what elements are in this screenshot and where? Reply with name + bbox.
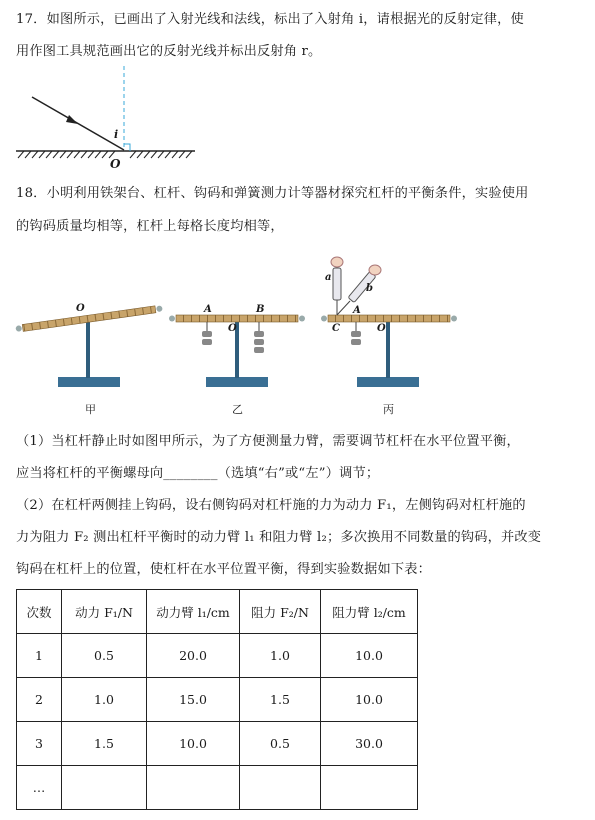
cell: … [17,766,62,810]
table-header-row [17,590,418,634]
spring-scale-a [333,268,341,300]
jia-label-o: O [76,303,85,314]
yi-label-b: B [256,304,265,315]
cell: 0.5 [240,722,321,766]
figure-yi [169,315,305,387]
point-o-label: O [110,157,121,171]
bing-label-a: a [325,272,332,283]
bing-lever [328,315,450,322]
cell: 2 [17,678,62,722]
bing-label-c: C [332,323,340,334]
table-row [17,766,418,810]
cell: 10.0 [321,634,418,678]
cell: 1.5 [240,678,321,722]
p1-line-1: （1）当杠杆静止时如图甲所示，为了方便测量力臂，需要调节杠杆在水平位置平衡， [16,434,520,449]
header-load-force: 阻力 F₂/N [240,590,321,634]
q18-line-2: 的钩码质量均相等，杠杆上每格长度均相等， [16,219,284,234]
bing-label-b: b [366,283,373,294]
yi-base [206,377,268,387]
p2-line-2: 力为阻力 F₂ 测出杠杆平衡时的动力臂 l₁ 和阻力臂 l₂；多次换用不同数量的钩码，并改变 [16,530,542,545]
figure-jia [15,305,163,387]
cell: 1.5 [62,722,147,766]
cell: 3 [17,722,62,766]
q18-line-1: 18．小明利用铁架台、杠杆、钩码和弹簧测力计等器材探究杠杆的平衡条件，实验使用 [16,186,529,201]
caption-yi: 乙 [232,403,243,416]
table-row [17,678,418,722]
caption-bing: 丙 [383,403,394,416]
header-load-arm: 阻力臂 l₂/cm [321,590,418,634]
jia-stand [86,318,90,378]
cell: 0.5 [62,634,147,678]
cell: 10.0 [147,722,240,766]
q17-line-1: 17．如图所示，已画出了入射光线和法线，标出了入射角 i，请根据光的反射定律，使 [16,12,524,27]
bing-label-big-a: A [353,305,361,316]
bing-stand [386,318,390,378]
cell: 30.0 [321,722,418,766]
cell: 1.0 [240,634,321,678]
yi-label-o: O [228,323,237,334]
bing-base [357,377,419,387]
table-row [17,722,418,766]
jia-nut-right [156,305,163,312]
table-row [17,634,418,678]
experiment-data-table [16,589,418,810]
cell: 1 [17,634,62,678]
caption-jia: 甲 [85,403,96,416]
cell [62,766,147,810]
header-effort-force: 动力 F₁/N [62,590,147,634]
cell: 15.0 [147,678,240,722]
cell [240,766,321,810]
jia-nut-left [15,325,22,332]
p2-line-1: （2）在杠杆两侧挂上钩码，设右侧钩码对杠杆施的力为动力 F₁，左侧钩码对杠杆施的 [16,498,526,513]
jia-base [58,377,120,387]
cell: 10.0 [321,678,418,722]
cell: 20.0 [147,634,240,678]
q17-line-2: 用作图工具规范画出它的反射光线并标出反射角 r。 [16,44,322,59]
angle-i-label: i [114,128,119,141]
figure-bing [321,257,457,387]
header-effort-arm: 动力臂 l₁/cm [147,590,240,634]
yi-lever [176,315,298,322]
p1-line-2: 应当将杠杆的平衡螺母向________（选填“右”或“左”）调节； [16,466,380,481]
cell [147,766,240,810]
header-trial: 次数 [17,590,62,634]
yi-label-a: A [204,304,212,315]
cell: 1.0 [62,678,147,722]
p2-line-3: 钩码在杠杆上的位置，使杠杆在水平位置平衡，得到实验数据如下表： [16,562,432,577]
bing-label-o: O [377,323,386,334]
cell [321,766,418,810]
